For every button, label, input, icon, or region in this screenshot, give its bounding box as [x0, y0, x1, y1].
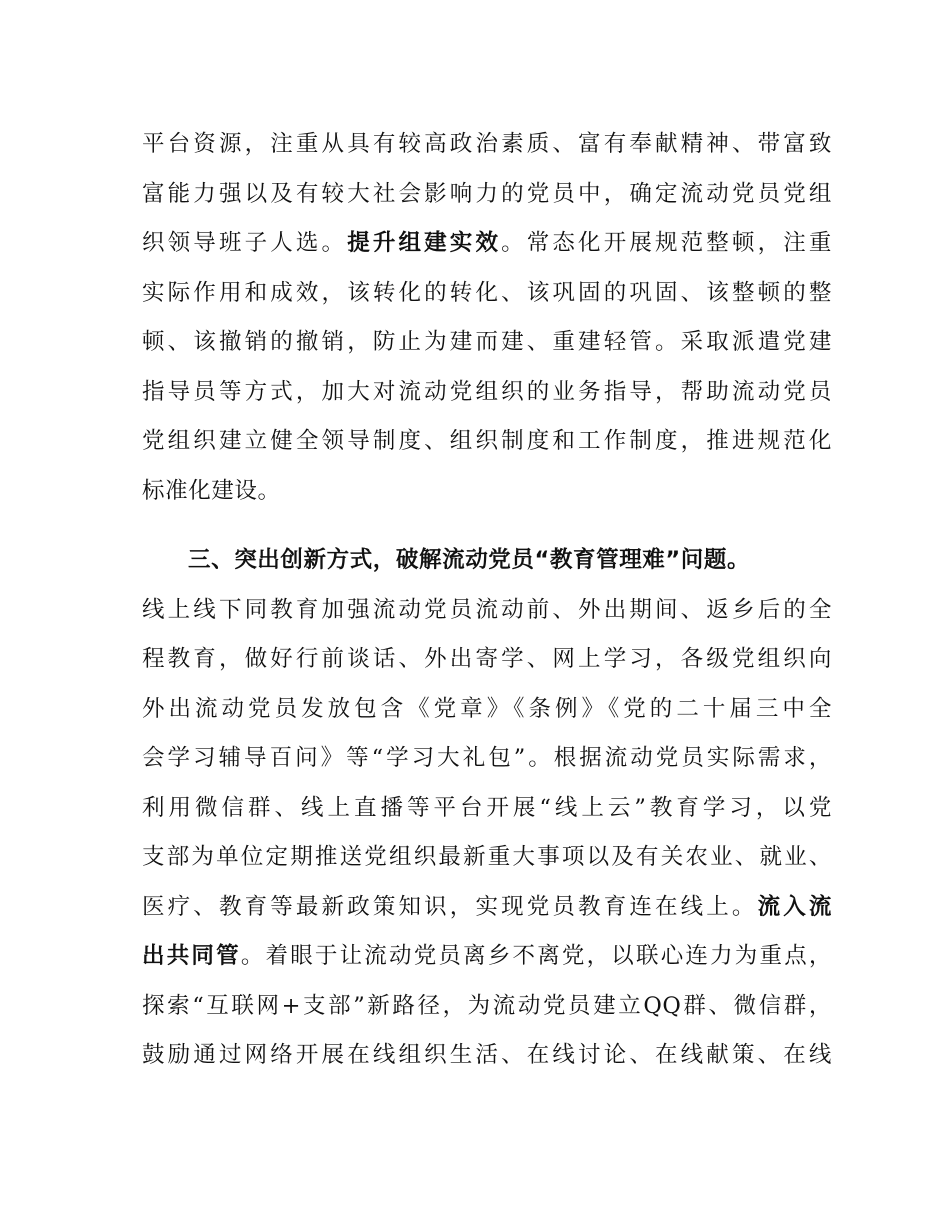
- text-line: 程教育，做好行前谈话、外出寄学、网上学习，各级党组织向: [142, 646, 832, 672]
- text-line: 指导员等方式，加大对流动党组织的业务指导，帮助流动党员: [142, 378, 832, 405]
- text-line: 实际作用和成效，该转化的转化、该巩固的巩固、该整顿的整: [142, 279, 832, 306]
- text-line: 党组织建立健全领导制度、组织制度和工作制度，推进规范化: [142, 428, 832, 454]
- text-line: 探索“互联网+支部”新路径，为流动党员建立QQ群、微信群，: [142, 992, 832, 1019]
- text-line: [142, 883, 832, 933]
- text-line: 鼓励通过网络开展在线组织生活、在线讨论、在线献策、在线: [142, 1042, 832, 1068]
- paragraph-education-management: [142, 536, 832, 1081]
- text-line: 平台资源，注重从具有较高政治素质、富有奉献精神、带富致: [142, 131, 832, 157]
- paragraph-organization-building: [142, 120, 832, 516]
- text-run: 。着眼于让流动党员离乡不离党，以联心连力为重点，: [240, 943, 833, 969]
- text-line: 顿、该撤销的撤销，防止为建而建、重建轻管。采取派遣党建: [142, 329, 832, 355]
- text-line: [142, 219, 832, 269]
- text-run: 织领导班子人选。: [142, 230, 348, 256]
- text-line: 标准化建设。: [142, 477, 281, 504]
- text-line: 支部为单位定期推送党组织最新重大事项以及有关农业、就业、: [142, 844, 832, 870]
- section-heading: 三、突出创新方式，破解流动党员“教育管理难”问题。: [188, 547, 751, 573]
- bold-key-phrase: 提升组建实效: [347, 230, 502, 256]
- text-run: 医疗、教育等最新政策知识，实现党员教育连在线上。: [142, 893, 758, 920]
- text-line: 线上线下同教育加强流动党员流动前、外出期间、返乡后的全: [142, 596, 832, 623]
- text-line: [142, 932, 832, 982]
- text-line: 利用微信群、线上直播等平台开展“线上云”教育学习，以党: [142, 794, 832, 821]
- text-line: 富能力强以及有较大社会影响力的党员中，确定流动党员党组: [142, 180, 832, 207]
- text-line: 外出流动党员发放包含《党章》《条例》《党的二十届三中全: [142, 695, 832, 722]
- text-line: 会学习辅导百问》等“学习大礼包”。根据流动党员实际需求，: [142, 745, 832, 771]
- text-run: 。常态化开展规范整顿，注重: [501, 230, 832, 256]
- bold-key-phrase: 出共同管: [142, 943, 241, 969]
- bold-key-phrase: 流入流: [757, 893, 832, 920]
